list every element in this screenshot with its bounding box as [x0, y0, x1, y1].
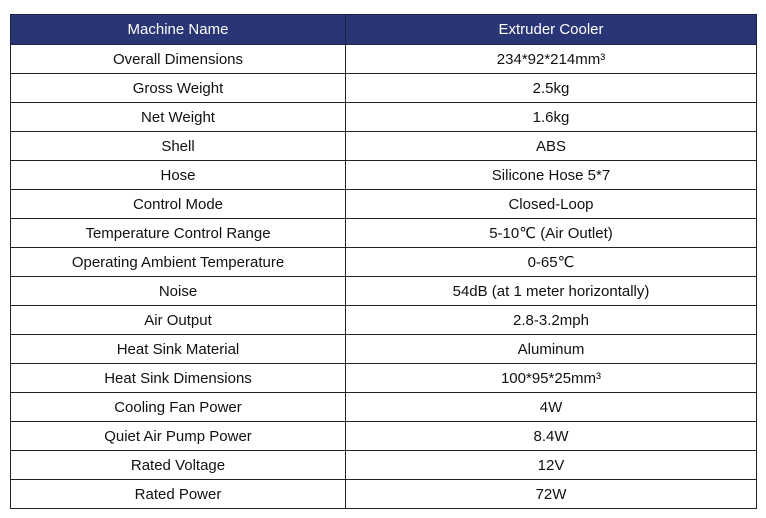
spec-label-cell: Air Output [11, 306, 346, 335]
spec-value-cell: 12V [346, 451, 757, 480]
spec-label-cell: Noise [11, 277, 346, 306]
spec-label-cell: Hose [11, 161, 346, 190]
table-row [11, 306, 757, 335]
spec-value-cell: 54dB (at 1 meter horizontally) [346, 277, 757, 306]
spec-value-cell: 1.6kg [346, 103, 757, 132]
table-row [11, 393, 757, 422]
spec-label-cell: Overall Dimensions [11, 45, 346, 74]
spec-label-cell: Operating Ambient Temperature [11, 248, 346, 277]
spec-label-cell: Heat Sink Dimensions [11, 364, 346, 393]
table-row [11, 451, 757, 480]
spec-label-cell: Cooling Fan Power [11, 393, 346, 422]
table-row [11, 335, 757, 364]
spec-table-body [11, 45, 757, 509]
table-row [11, 364, 757, 393]
table-row [11, 45, 757, 74]
spec-value-cell: 2.8-3.2mph [346, 306, 757, 335]
header-cell-machine-name: Machine Name [11, 15, 346, 45]
spec-label-cell: Heat Sink Material [11, 335, 346, 364]
spec-label-cell: Gross Weight [11, 74, 346, 103]
spec-value-cell: ABS [346, 132, 757, 161]
spec-value-cell: 72W [346, 480, 757, 509]
header-row [11, 15, 757, 45]
spec-label-cell: Net Weight [11, 103, 346, 132]
table-row [11, 422, 757, 451]
table-row [11, 480, 757, 509]
spec-label-cell: Quiet Air Pump Power [11, 422, 346, 451]
spec-label-cell: Control Mode [11, 190, 346, 219]
spec-label-cell: Shell [11, 132, 346, 161]
spec-value-cell: 0-65℃ [346, 248, 757, 277]
spec-value-cell: 100*95*25mm³ [346, 364, 757, 393]
table-row [11, 277, 757, 306]
spec-value-cell: 234*92*214mm³ [346, 45, 757, 74]
table-row [11, 161, 757, 190]
table-row [11, 103, 757, 132]
table-row [11, 248, 757, 277]
spec-value-cell: 8.4W [346, 422, 757, 451]
table-row [11, 219, 757, 248]
spec-value-cell: Aluminum [346, 335, 757, 364]
spec-value-cell: Closed-Loop [346, 190, 757, 219]
spec-table-header [11, 15, 757, 45]
spec-value-cell: 4W [346, 393, 757, 422]
table-row [11, 190, 757, 219]
spec-value-cell: Silicone Hose 5*7 [346, 161, 757, 190]
table-row [11, 132, 757, 161]
spec-label-cell: Rated Voltage [11, 451, 346, 480]
spec-value-cell: 2.5kg [346, 74, 757, 103]
spec-value-cell: 5-10℃ (Air Outlet) [346, 219, 757, 248]
table-row [11, 74, 757, 103]
spec-label-cell: Temperature Control Range [11, 219, 346, 248]
header-cell-model: Extruder Cooler [346, 15, 757, 45]
spec-table [10, 14, 757, 509]
spec-label-cell: Rated Power [11, 480, 346, 509]
